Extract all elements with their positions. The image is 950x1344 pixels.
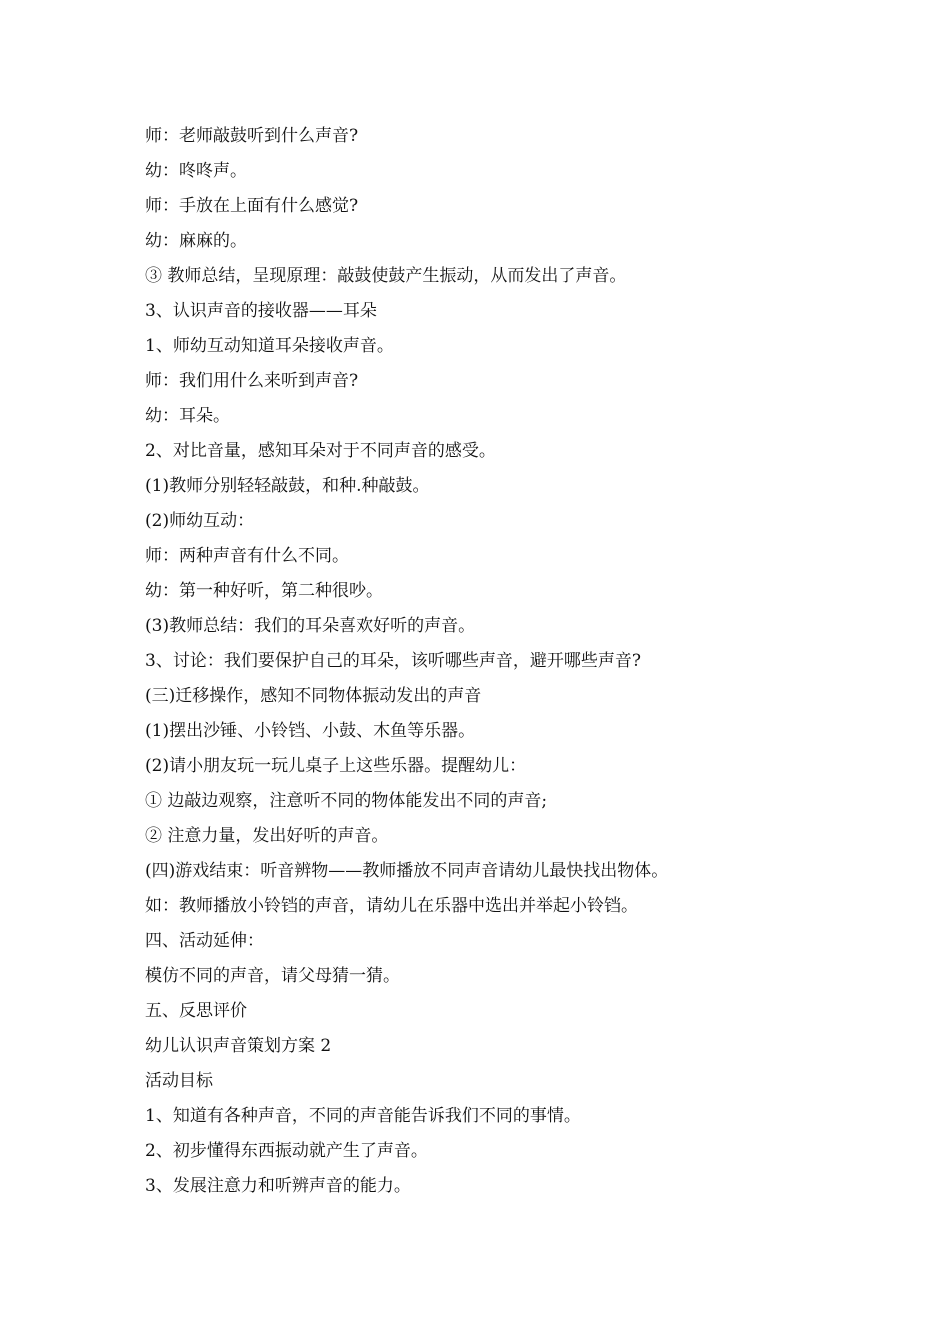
text-line: 幼：第一种好听，第二种很吵。 <box>145 581 383 601</box>
text-line: 师：老师敲鼓听到什么声音? <box>145 126 359 146</box>
text-line: (2)请小朋友玩一玩儿桌子上这些乐器。提醒幼儿： <box>145 756 527 776</box>
section-heading: 活动目标 <box>145 1071 213 1091</box>
section-heading: (三)迁移操作，感知不同物体振动发出的声音 <box>145 686 482 706</box>
text-line: 幼：耳朵。 <box>145 406 230 426</box>
text-line: 幼：咚咚声。 <box>145 161 247 181</box>
text-line: (3)教师总结：我们的耳朵喜欢好听的声音。 <box>145 616 476 636</box>
section-heading: 3、认识声音的接收器——耳朵 <box>145 301 377 321</box>
text-line: (2)师幼互动： <box>145 511 255 531</box>
text-line: ② 注意力量，发出好听的声音。 <box>145 826 389 846</box>
document-title: 幼儿认识声音策划方案 2 <box>145 1036 332 1056</box>
text-line: 1、师幼互动知道耳朵接收声音。 <box>145 336 394 356</box>
text-line: 如：教师播放小铃铛的声音，请幼儿在乐器中选出并举起小铃铛。 <box>145 896 638 916</box>
text-line: 师：我们用什么来听到声音? <box>145 371 359 391</box>
section-heading: (四)游戏结束：听音辨物——教师播放不同声音请幼儿最快找出物体。 <box>145 861 669 881</box>
text-line: 3、讨论：我们要保护自己的耳朵，该听哪些声音，避开哪些声音? <box>145 651 641 671</box>
text-line: 师：两种声音有什么不同。 <box>145 546 349 566</box>
text-line: 2、对比音量，感知耳朵对于不同声音的感受。 <box>145 441 496 461</box>
text-line: (1)摆出沙锤、小铃铛、小鼓、木鱼等乐器。 <box>145 721 476 741</box>
section-heading: 五、反思评价 <box>145 1001 247 1021</box>
text-line: ① 边敲边观察，注意听不同的物体能发出不同的声音; <box>145 791 548 811</box>
text-line: 2、初步懂得东西振动就产生了声音。 <box>145 1141 428 1161</box>
text-line: 3、发展注意力和听辨声音的能力。 <box>145 1176 411 1196</box>
document-body <box>145 119 825 1204</box>
text-line: 幼：麻麻的。 <box>145 231 247 251</box>
text-line: (1)教师分别轻轻敲鼓，和种.种敲鼓。 <box>145 476 430 496</box>
text-line: 模仿不同的声音，请父母猜一猜。 <box>145 966 400 986</box>
text-line: 1、知道有各种声音，不同的声音能告诉我们不同的事情。 <box>145 1106 581 1126</box>
text-line: ③ 教师总结，呈现原理：敲鼓使鼓产生振动，从而发出了声音。 <box>145 266 627 286</box>
section-heading: 四、活动延伸： <box>145 931 264 951</box>
text-line: 师：手放在上面有什么感觉? <box>145 196 359 216</box>
